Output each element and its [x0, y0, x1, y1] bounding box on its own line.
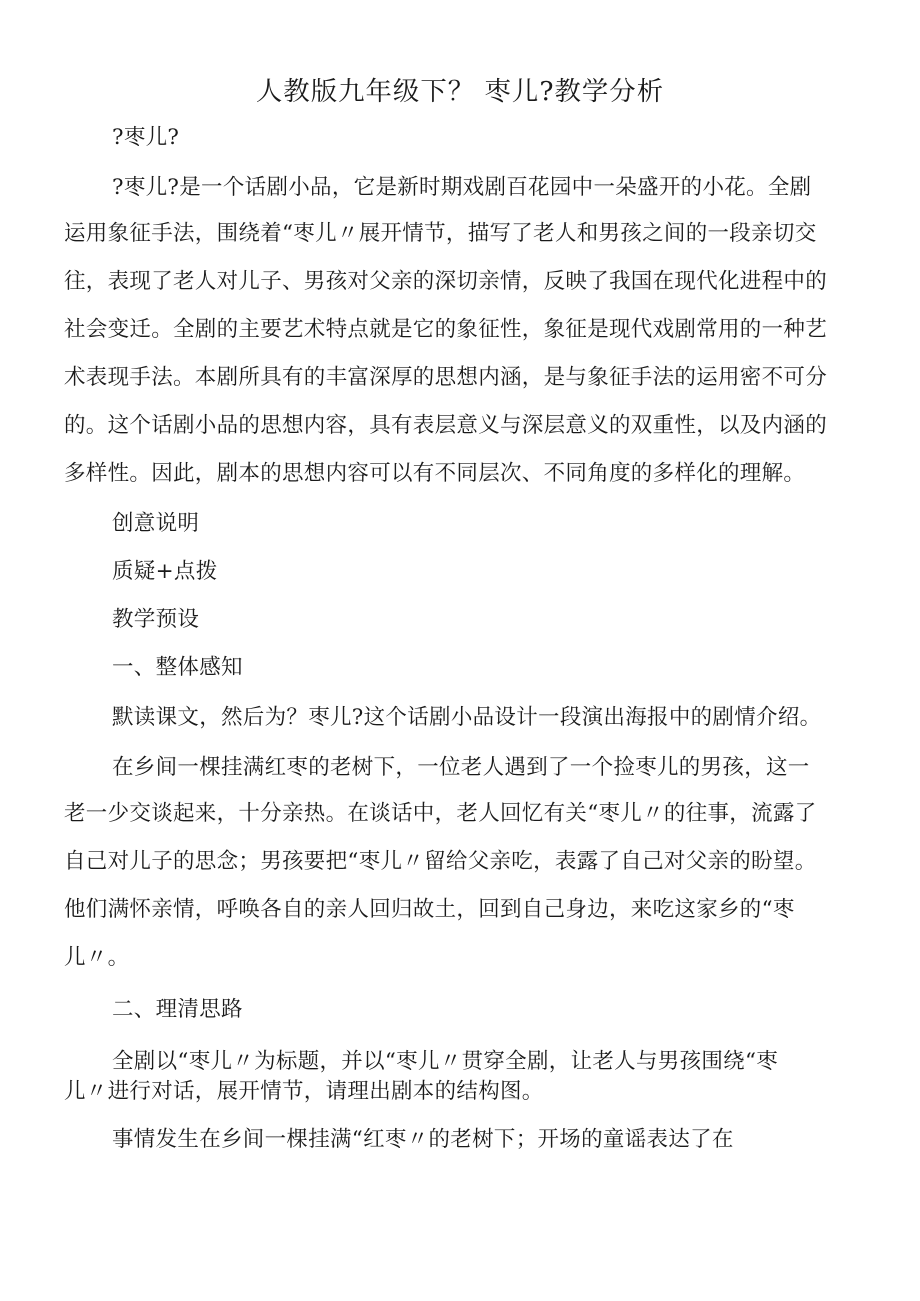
section2-task-line: 儿〃进行对话，展开情节，请理出剧本的结构图。 [64, 1079, 544, 1104]
intro-line: ?枣儿?是一个话剧小品，它是新时期戏剧百花园中一朵盛开的小花。全剧 [112, 175, 812, 200]
intro-line: 的。这个话剧小品的思想内容，具有表层意义与深层意义的双重性，以及内涵的 [64, 413, 828, 438]
section1-answer-line: 老一少交谈起来，十分亲热。在谈话中，老人回忆有关“枣儿〃的往事，流露了 [64, 801, 817, 826]
section1-answer-line: 在乡间一棵挂满红枣的老树下，一位老人遇到了一个捡枣儿的男孩，这一 [112, 755, 810, 780]
heading-design: 教学预设 [112, 607, 200, 632]
section1-answer-line: 儿〃。 [64, 945, 130, 970]
intro-line: 多样性。因此，剧本的思想内容可以有不同层次、不同角度的多样化的理解。 [64, 461, 806, 486]
section1-task: 默读课文，然后为？枣儿?这个话剧小品设计一段演出海报中的剧情介绍。 [112, 705, 822, 730]
heading-creative: 创意说明 [112, 511, 200, 536]
section2-last-line: 事情发生在乡间一棵挂满“红枣〃的老树下；开场的童谣表达了在 [112, 1127, 734, 1152]
section2-task-line: 全剧以“枣儿〃为标题，并以“枣儿〃贯穿全剧，让老人与男孩围绕“枣 [112, 1049, 779, 1074]
intro-line: 社会变迁。全剧的主要艺术特点就是它的象征性，象征是现代戏剧常用的一种艺 [64, 317, 828, 342]
subtitle: ?枣儿? [112, 125, 180, 150]
section1-answer-line: 他们满怀亲情，呼唤各自的亲人回归故土，回到自己身边，来吃这家乡的“枣 [64, 897, 795, 922]
document-title: 人教版九年级下？ 枣儿?教学分析 [255, 76, 665, 107]
section1-answer-line: 自己对儿子的思念；男孩要把“枣儿〃留给父亲吃，表露了自己对父亲的盼望。 [64, 849, 817, 874]
heading-method: 质疑+点拨 [112, 559, 218, 584]
intro-line: 术表现手法。本剧所具有的丰富深厚的思想内涵，是与象征手法的运用密不可分 [64, 365, 828, 390]
intro-line: 运用象征手法，围绕着“枣儿〃展开情节，描写了老人和男孩之间的一段亲切交 [64, 221, 817, 246]
section2-heading: 二、理清思路 [112, 997, 243, 1022]
section1-heading: 一、整体感知 [112, 655, 243, 680]
intro-line: 往，表现了老人对儿子、男孩对父亲的深切亲情，反映了我国在现代化进程中的 [64, 269, 828, 294]
